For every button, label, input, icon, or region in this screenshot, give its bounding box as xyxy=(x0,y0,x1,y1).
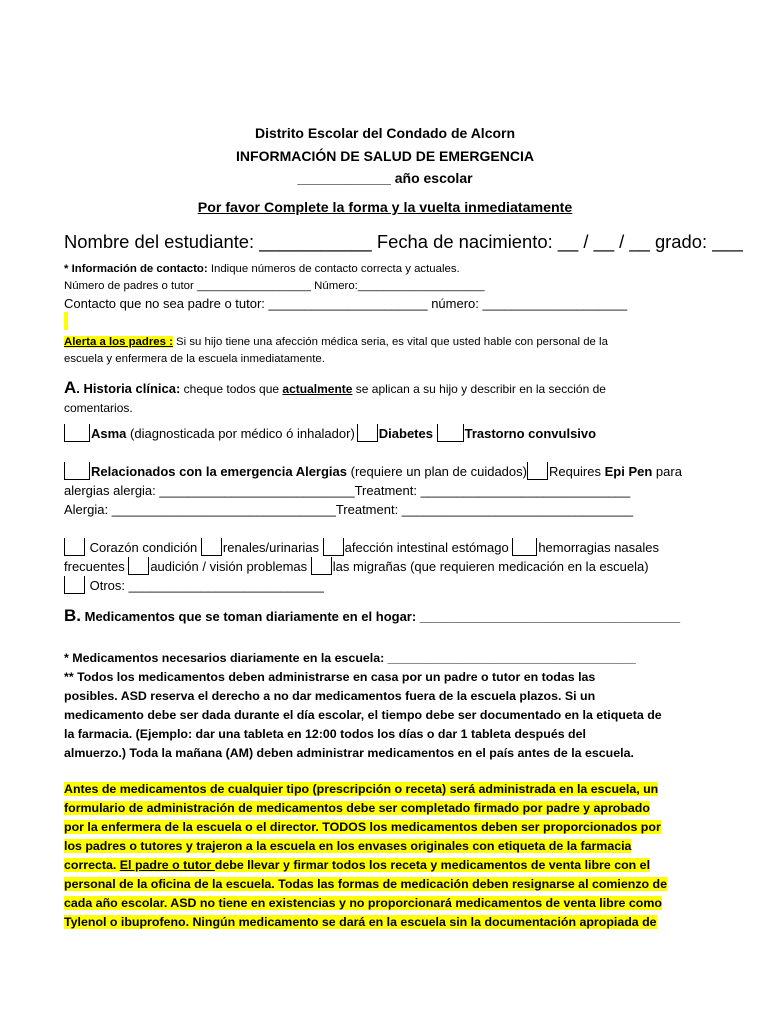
asthma-checkbox[interactable] xyxy=(64,424,90,442)
allergy-note: (requiere un plan de cuidados) xyxy=(347,464,527,479)
condition-row-2 xyxy=(64,462,770,481)
form-instruction: Por favor Complete la forma y la vuelta inmediatamente xyxy=(197,200,573,216)
asthma-note: (diagnosticada por médico ó inhalador) xyxy=(126,426,355,441)
migraine-checkbox[interactable] xyxy=(311,557,332,575)
contact-heading-text: Indique números de contacto correcta y actuales. xyxy=(207,263,460,275)
epipen-after: para xyxy=(652,464,682,479)
notice-line-6: personal de la oficina de la escuela. Todas las formas de medicación deben resignarse al comienzo de xyxy=(64,877,667,891)
medication-notice-block xyxy=(64,780,712,932)
section-a-text: cheque todos que xyxy=(180,382,283,396)
notice-line-4: los padres o tutores y trajeron a la escuela en los envases originales con etiqueta de la farmacia xyxy=(64,839,632,853)
school-meds-line-6: almuerzo.) Toda la mañana (AM) deben administrar medicamentos en el país antes de la escuela. xyxy=(64,746,634,760)
student-info-line[interactable]: Nombre del estudiante: ___________ Fecha de nacimiento: __ / __ / __ grado: ___ xyxy=(64,231,743,252)
section-b-letter: B. xyxy=(64,606,81,625)
section-a-title: . Historia clínica: xyxy=(76,381,181,396)
parent-phone-line[interactable]: Número de padres o tutor __________________ Número:____________________ xyxy=(64,280,485,292)
alert-label: Alerta a los padres : xyxy=(64,336,173,348)
notice-line-5a: correcta. xyxy=(64,858,120,872)
condition-row-3 xyxy=(64,538,770,557)
district-name: Distrito Escolar del Condado de Alcorn xyxy=(254,125,516,141)
section-a-text-cont: comentarios. xyxy=(64,401,133,415)
contact-heading-label: * Información de contacto: xyxy=(64,263,208,275)
asthma-label: Asma xyxy=(91,426,127,441)
diabetes-label: Diabetes xyxy=(378,426,433,441)
section-a-text-2: se aplican a su hijo y describir en la sección de xyxy=(352,382,606,396)
contact-info-heading xyxy=(64,260,770,278)
condition-row-1 xyxy=(64,424,770,443)
allergy-label: Relacionados con la emergencia Alergias xyxy=(91,464,348,479)
school-meds-line-3: posibles. ASD reserva el derecho a no dar medicamentos fuera de la escuela plazos. Si un xyxy=(64,689,596,703)
seizure-checkbox[interactable] xyxy=(437,424,464,442)
school-meds-line-2: ** Todos los medicamentos deben administrarse en casa por un padre o tutor en todas las xyxy=(64,670,596,684)
epipen-label: Epi Pen xyxy=(604,464,653,479)
renal-label: renales/urinarias xyxy=(222,540,320,555)
hearing-checkbox[interactable] xyxy=(128,557,149,575)
alert-line xyxy=(64,333,770,351)
highlight-marker xyxy=(64,312,68,330)
section-a-letter: A xyxy=(64,378,77,397)
allergy-checkbox[interactable] xyxy=(64,462,90,480)
other-checkbox[interactable] xyxy=(64,576,85,594)
migraine-label: las migrañas (que requieren medicación en la escuela) xyxy=(332,559,649,574)
intestinal-label: afección intestinal estómago xyxy=(344,540,509,555)
notice-line-7: cada año escolar. ASD no tiene en existencias y no proporcionará medicamentos de venta libre como xyxy=(64,896,662,910)
alert-text: Si su hijo tiene una afección médica seria, es vital que usted hable con personal de la xyxy=(172,336,608,348)
section-b-heading[interactable] xyxy=(64,607,770,626)
heart-checkbox[interactable] xyxy=(64,538,85,556)
diabetes-checkbox[interactable] xyxy=(357,424,378,442)
notice-line-5b: El padre o tutor xyxy=(119,858,215,872)
notice-line-5c: debe llevar y firmar todos los receta y medicamentos de venta libre con el xyxy=(214,858,651,872)
notice-line-3: por la enfermera de la escuela o el director. TODOS los medicamentos deben ser proporcionados por xyxy=(64,820,661,834)
condition-row-5 xyxy=(64,576,770,595)
hearing-label: audición / visión problemas xyxy=(150,559,308,574)
section-a-heading xyxy=(64,379,770,398)
allergy-line-1[interactable]: alergias alergia: ___________________________Treatment: _____________________________ xyxy=(64,483,631,498)
alert-text-cont: escuela y enfermera de la escuela inmediatamente. xyxy=(64,353,325,365)
condition-row-4 xyxy=(64,557,770,576)
intestinal-checkbox[interactable] xyxy=(323,538,344,556)
notice-line-8: Tylenol o ibuprofeno. Ningún medicamento se dará en la escuela sin la documentación apropiada de xyxy=(64,915,657,929)
requires-label: Requires xyxy=(548,464,605,479)
section-b-title: Medicamentos que se toman diariamente en el hogar: ____________________________________ xyxy=(81,609,681,624)
nosebleed-label: hemorragias nasales xyxy=(538,540,660,555)
school-year-field[interactable]: ____________ año escolar xyxy=(297,170,473,186)
section-a-currently: actualmente xyxy=(282,382,353,396)
form-title: INFORMACIÓN DE SALUD DE EMERGENCIA xyxy=(236,148,534,164)
seizure-label: Trastorno convulsivo xyxy=(464,426,597,441)
notice-line-1: Antes de medicamentos de cualquier tipo (prescripción o receta) será administrada en la escuela, un xyxy=(64,782,659,796)
epipen-checkbox[interactable] xyxy=(527,462,548,480)
school-meds-line-1[interactable]: * Medicamentos necesarios diariamente en la escuela: ____________________________________ xyxy=(64,651,636,665)
nosebleed-checkbox[interactable] xyxy=(512,538,537,556)
frequent-label: frecuentes xyxy=(64,559,125,574)
heart-label: Corazón condición xyxy=(86,540,198,555)
school-medications-block xyxy=(64,649,712,763)
school-meds-line-5: la farmacia. (Ejemplo: dar una tableta en 12:00 todos los días o dar 1 tableta después del xyxy=(64,727,586,741)
other-label[interactable]: Otros: ___________________________ xyxy=(86,578,324,593)
notice-line-2: formulario de administración de medicamentos debe ser completado firmado por padre y aprobado xyxy=(64,801,650,815)
allergy-line-2[interactable]: Alergia: _______________________________Treatment: ________________________________ xyxy=(64,502,634,517)
school-meds-line-4: medicamento debe ser dada durante el día escolar, el tiempo debe ser documentado en la etiqueta de xyxy=(64,708,662,722)
renal-checkbox[interactable] xyxy=(201,538,222,556)
other-contact-line[interactable]: Contacto que no sea padre o tutor: ______________________ número: ____________________ xyxy=(64,296,628,311)
